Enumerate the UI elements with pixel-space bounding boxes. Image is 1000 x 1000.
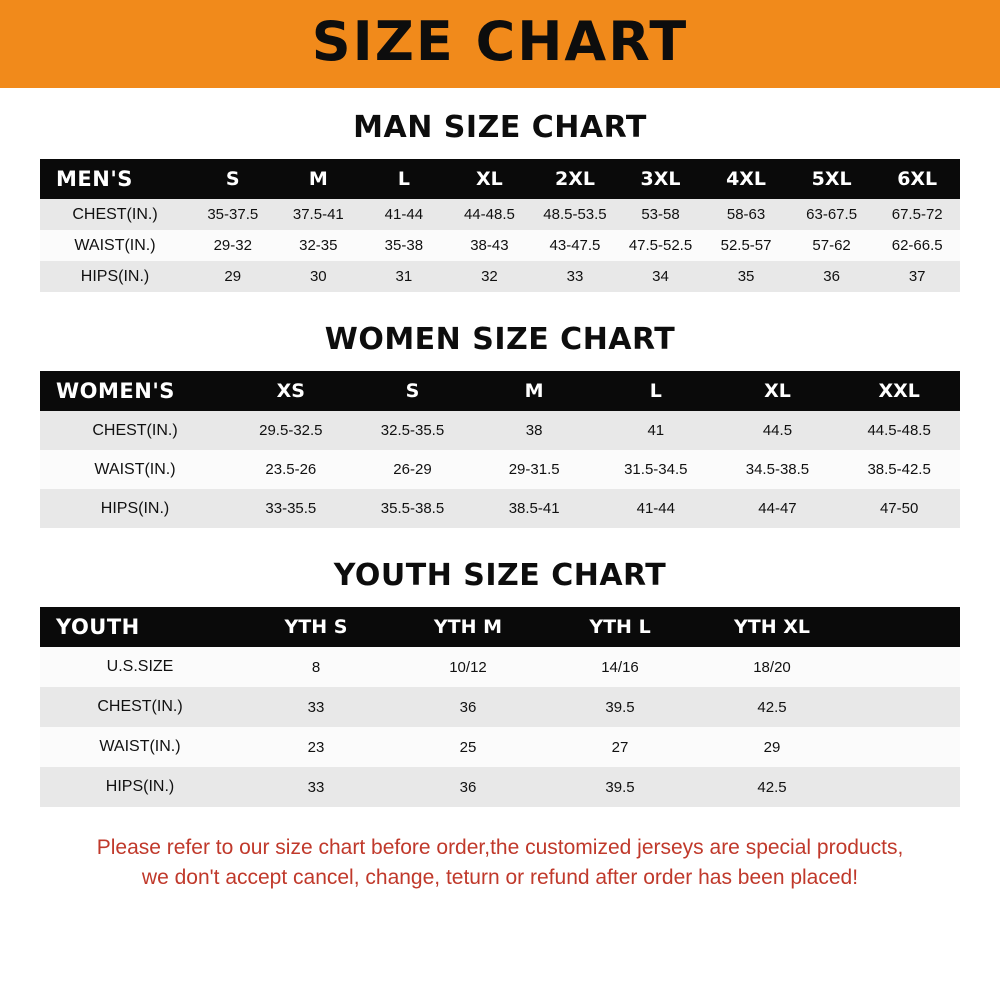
women-size-table xyxy=(40,371,960,528)
cell: 37.5-41 xyxy=(276,199,362,230)
table-row xyxy=(40,411,960,450)
cell: 27 xyxy=(544,727,696,767)
cell: 23 xyxy=(240,727,392,767)
column-header: S xyxy=(190,159,276,199)
cell: 23.5-26 xyxy=(230,450,352,489)
cell: 33-35.5 xyxy=(230,489,352,528)
column-header: YTH XL xyxy=(696,607,848,647)
cell: 34.5-38.5 xyxy=(717,450,839,489)
cell: 43-47.5 xyxy=(532,230,618,261)
table-row xyxy=(40,230,960,261)
row-label: U.S.SIZE xyxy=(40,647,240,687)
youth-size-table xyxy=(40,607,960,807)
row-label: HIPS(IN.) xyxy=(40,767,240,807)
youth-section-title: YOUTH SIZE CHART xyxy=(333,558,667,593)
cell: 37 xyxy=(874,261,960,292)
cell: 18/20 xyxy=(696,647,848,687)
column-header: 3XL xyxy=(618,159,704,199)
table-header-row xyxy=(40,607,960,647)
cell: 35-37.5 xyxy=(190,199,276,230)
cell: 30 xyxy=(276,261,362,292)
cell: 33 xyxy=(240,767,392,807)
spacer-cell xyxy=(848,687,960,727)
column-header: XXL xyxy=(838,371,960,411)
row-label: WAIST(IN.) xyxy=(40,727,240,767)
cell: 26-29 xyxy=(352,450,474,489)
column-header: XL xyxy=(447,159,533,199)
cell: 29 xyxy=(190,261,276,292)
youth-size-section xyxy=(20,558,980,807)
column-header: 4XL xyxy=(703,159,789,199)
cell: 35-38 xyxy=(361,230,447,261)
row-label: WAIST(IN.) xyxy=(40,450,230,489)
cell: 44-47 xyxy=(717,489,839,528)
column-header: XL xyxy=(717,371,839,411)
row-label: HIPS(IN.) xyxy=(40,261,190,292)
cell: 48.5-53.5 xyxy=(532,199,618,230)
youth-corner-label: YOUTH xyxy=(40,607,240,647)
cell: 31.5-34.5 xyxy=(595,450,717,489)
cell: 62-66.5 xyxy=(874,230,960,261)
cell: 47-50 xyxy=(838,489,960,528)
cell: 67.5-72 xyxy=(874,199,960,230)
cell: 42.5 xyxy=(696,687,848,727)
cell: 36 xyxy=(392,767,544,807)
table-header-row xyxy=(40,159,960,199)
spacer-cell xyxy=(848,647,960,687)
cell: 41-44 xyxy=(361,199,447,230)
column-header: M xyxy=(276,159,362,199)
column-header: M xyxy=(473,371,595,411)
cell: 33 xyxy=(240,687,392,727)
column-header: YTH L xyxy=(544,607,696,647)
row-label: CHEST(IN.) xyxy=(40,411,230,450)
column-header: 6XL xyxy=(874,159,960,199)
table-row xyxy=(40,647,960,687)
man-size-section xyxy=(20,110,980,292)
cell: 38 xyxy=(473,411,595,450)
row-label: CHEST(IN.) xyxy=(40,199,190,230)
cell: 31 xyxy=(361,261,447,292)
column-header: YTH M xyxy=(392,607,544,647)
cell: 36 xyxy=(789,261,875,292)
column-header: YTH S xyxy=(240,607,392,647)
table-row xyxy=(40,727,960,767)
cell: 36 xyxy=(392,687,544,727)
cell: 29 xyxy=(696,727,848,767)
cell: 32.5-35.5 xyxy=(352,411,474,450)
women-size-section xyxy=(20,322,980,528)
cell: 38.5-42.5 xyxy=(838,450,960,489)
spacer-cell xyxy=(848,767,960,807)
page-title: SIZE CHART xyxy=(311,10,689,73)
chart-content xyxy=(0,88,1000,1000)
cell: 32-35 xyxy=(276,230,362,261)
man-size-table xyxy=(40,159,960,292)
cell: 39.5 xyxy=(544,767,696,807)
column-header: XS xyxy=(230,371,352,411)
table-row xyxy=(40,450,960,489)
column-header: L xyxy=(595,371,717,411)
table-row xyxy=(40,261,960,292)
women-corner-label: WOMEN'S xyxy=(40,371,230,411)
cell: 57-62 xyxy=(789,230,875,261)
table-row xyxy=(40,199,960,230)
cell: 32 xyxy=(447,261,533,292)
cell: 44-48.5 xyxy=(447,199,533,230)
cell: 47.5-52.5 xyxy=(618,230,704,261)
cell: 63-67.5 xyxy=(789,199,875,230)
man-corner-label: MEN'S xyxy=(40,159,190,199)
cell: 42.5 xyxy=(696,767,848,807)
row-label: WAIST(IN.) xyxy=(40,230,190,261)
cell: 44.5 xyxy=(717,411,839,450)
table-row xyxy=(40,489,960,528)
cell: 35 xyxy=(703,261,789,292)
table-row xyxy=(40,767,960,807)
cell: 25 xyxy=(392,727,544,767)
cell: 38.5-41 xyxy=(473,489,595,528)
order-policy-note xyxy=(20,833,980,894)
column-header: 5XL xyxy=(789,159,875,199)
row-label: CHEST(IN.) xyxy=(40,687,240,727)
table-row xyxy=(40,687,960,727)
cell: 41 xyxy=(595,411,717,450)
cell: 44.5-48.5 xyxy=(838,411,960,450)
column-header: L xyxy=(361,159,447,199)
column-header: S xyxy=(352,371,474,411)
cell: 10/12 xyxy=(392,647,544,687)
cell: 53-58 xyxy=(618,199,704,230)
cell: 35.5-38.5 xyxy=(352,489,474,528)
column-header: 2XL xyxy=(532,159,618,199)
note-line-1: Please refer to our size chart before order,the customized jerseys are special products, xyxy=(96,836,904,859)
cell: 29-31.5 xyxy=(473,450,595,489)
note-line-2: we don't accept cancel, change, teturn or refund after order has been placed! xyxy=(141,866,859,890)
man-section-title: MAN SIZE CHART xyxy=(353,110,647,145)
women-section-title: WOMEN SIZE CHART xyxy=(324,322,676,357)
cell: 41-44 xyxy=(595,489,717,528)
table-header-row xyxy=(40,371,960,411)
cell: 58-63 xyxy=(703,199,789,230)
cell: 29-32 xyxy=(190,230,276,261)
cell: 33 xyxy=(532,261,618,292)
header-banner xyxy=(0,0,1000,88)
row-label: HIPS(IN.) xyxy=(40,489,230,528)
cell: 29.5-32.5 xyxy=(230,411,352,450)
cell: 39.5 xyxy=(544,687,696,727)
spacer-cell xyxy=(848,727,960,767)
cell: 52.5-57 xyxy=(703,230,789,261)
cell: 38-43 xyxy=(447,230,533,261)
spacer-cell xyxy=(848,607,960,647)
cell: 14/16 xyxy=(544,647,696,687)
cell: 34 xyxy=(618,261,704,292)
cell: 8 xyxy=(240,647,392,687)
